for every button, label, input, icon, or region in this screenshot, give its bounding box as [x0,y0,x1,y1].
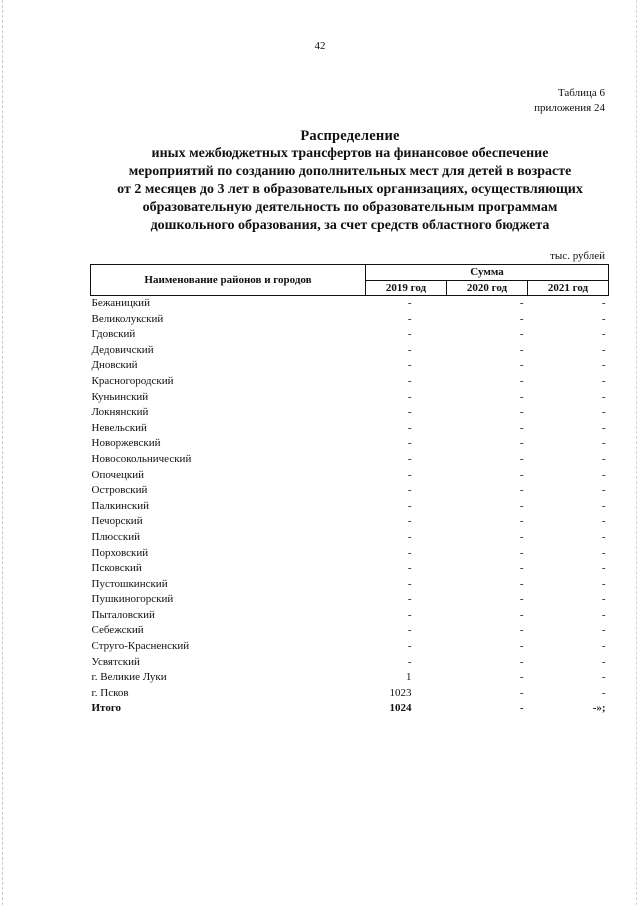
amount-2020: - [519,530,524,543]
amount-2019: - [407,499,412,512]
district-name: Дедовичский [91,343,154,356]
table-row [91,608,609,624]
district-name: г. Псков [91,686,129,699]
district-name: Псковский [91,562,142,575]
column-header-2020: 2020 год [447,280,528,296]
amount-2021: - [601,328,606,341]
district-name: Новоржевский [91,437,161,450]
amount-2019: - [407,297,412,309]
amount-2020: - [519,421,524,434]
table-row [91,327,609,343]
amount-2020: - [519,624,524,637]
amount-2020: - [519,655,524,668]
appendix-label: приложения 24 [534,102,605,114]
table-row [91,390,609,406]
district-name: Новосокольнический [91,452,192,465]
amount-2021: - [601,297,606,309]
amount-2019: - [407,359,412,372]
table-row [91,436,609,452]
amount-2019: - [407,640,412,653]
amount-2020: - [519,546,524,559]
amount-2019: 1024 [389,702,412,715]
amount-2020: - [519,437,524,450]
table-row [91,452,609,468]
amount-2019: - [407,421,412,434]
table-row [91,374,609,390]
column-header-2021: 2021 год [528,280,609,296]
amount-2019: 1023 [389,686,412,699]
amount-2019: - [407,374,412,387]
table-row [91,312,609,328]
amount-2020: - [519,577,524,590]
amount-2021: - [601,437,606,450]
amount-2021: - [601,686,606,699]
district-name: Итого [91,702,122,715]
district-name: Пустошкинский [91,577,168,590]
amount-2019: - [407,577,412,590]
amount-2020: - [519,468,524,481]
district-name: г. Великие Луки [91,671,167,684]
district-name: Пыталовский [91,608,155,621]
table-row [91,655,609,671]
amount-2019: - [407,390,412,403]
table-row [91,514,609,530]
amount-2020: - [519,343,524,356]
district-name: Локнянский [91,406,149,419]
amount-2021: - [601,655,606,668]
table-row [91,639,609,655]
amount-2019: - [407,406,412,419]
scan-edge-left [2,0,4,905]
amount-2021: - [601,390,606,403]
amount-2019: - [407,593,412,606]
district-name: Опочецкий [91,468,144,481]
district-name: Порховский [91,546,149,559]
amount-2021: - [601,562,606,575]
amount-2020: - [519,562,524,575]
amount-2020: - [519,328,524,341]
table-row [91,296,609,312]
district-name: Палкинский [91,499,150,512]
amount-2019: - [407,437,412,450]
column-header-name: Наименование районов и городов [91,265,366,296]
table-row [91,530,609,546]
district-name: Куньинский [91,390,149,403]
amount-2019: - [407,530,412,543]
amount-2019: - [407,515,412,528]
amount-2019: - [407,312,412,325]
page-number: 42 [314,40,326,52]
district-name: Невельский [91,421,147,434]
table-row [91,499,609,515]
amount-2019: - [407,624,412,637]
amount-2021: - [601,406,606,419]
amount-2019: - [407,608,412,621]
amount-2020: - [519,686,524,699]
amount-2021: - [601,468,606,481]
amount-2021: - [601,312,606,325]
amount-2020: - [519,499,524,512]
amount-2020: - [519,608,524,621]
total-row [91,701,609,717]
amount-2021: - [601,359,606,372]
amount-2020: - [519,671,524,684]
column-header-sum: Сумма [366,265,609,281]
district-name: Усвятский [91,655,140,668]
distribution-table [90,264,609,717]
amount-2020: - [519,484,524,497]
district-name: Красногородский [91,374,174,387]
document-title [70,127,630,235]
amount-2019: - [407,546,412,559]
amount-2020: - [519,515,524,528]
amount-2020: - [519,312,524,325]
amount-2020: - [519,374,524,387]
amount-2019: - [407,655,412,668]
amount-2021: - [601,671,606,684]
table-row [91,358,609,374]
table-row [91,561,609,577]
district-name: Печорский [91,515,143,528]
amount-2021: - [601,484,606,497]
amount-2020: - [519,452,524,465]
amount-2019: - [407,328,412,341]
amount-2021: - [601,640,606,653]
table-row [91,483,609,499]
amount-2019: - [407,484,412,497]
amount-2019: - [407,343,412,356]
amount-2020: - [519,359,524,372]
amount-2021: - [601,546,606,559]
amount-2021: - [601,515,606,528]
table-row [91,421,609,437]
district-name: Бежаницкий [91,297,150,309]
scan-edge-right [636,0,638,905]
amount-2019: 1 [406,671,412,684]
amount-2020: - [519,702,524,715]
amount-2021: - [601,499,606,512]
amount-2020: - [519,390,524,403]
amount-2020: - [519,640,524,653]
table-caption [534,86,605,116]
amount-2021: - [601,421,606,434]
district-name: Гдовский [91,328,136,341]
amount-2019: - [407,562,412,575]
amount-2020: - [519,406,524,419]
table-row [91,468,609,484]
table-label: Таблица 6 [557,87,605,99]
amount-2021: - [601,343,606,356]
title-heading: Распределение [300,128,400,144]
amount-2021: - [601,530,606,543]
district-name: Великолукский [91,312,164,325]
amount-2021: -»; [592,702,606,715]
table-row [91,592,609,608]
table-row [91,670,609,686]
table-row [91,405,609,421]
column-header-2019: 2019 год [366,280,447,296]
title-line: от 2 месяцев до 3 лет в образовательных организациях, осуществляющих [117,182,583,197]
table-row [91,343,609,359]
district-name: Островский [91,484,148,497]
amount-2021: - [601,374,606,387]
units-label: тыс. рублей [550,250,605,262]
amount-2021: - [601,624,606,637]
district-name: Струго-Красненский [91,640,190,653]
district-name: Плюсский [91,530,141,543]
amount-2020: - [519,593,524,606]
amount-2021: - [601,452,606,465]
title-line: дошкольного образования, за счет средств областного бюджета [150,218,550,233]
table-row [91,623,609,639]
amount-2019: - [407,452,412,465]
amount-2020: - [519,297,524,309]
amount-2021: - [601,577,606,590]
district-name: Дновский [91,359,138,372]
amount-2021: - [601,608,606,621]
table-row [91,577,609,593]
title-line: мероприятий по созданию дополнительных мест для детей в возрасте [128,164,572,179]
table-row [91,546,609,562]
district-name: Себежский [91,624,144,637]
title-line: иных межбюджетных трансфертов на финансовое обеспечение [151,146,549,161]
amount-2021: - [601,593,606,606]
table-row [91,686,609,702]
district-name: Пушкиногорский [91,593,174,606]
amount-2019: - [407,468,412,481]
title-line: образовательную деятельность по образовательным программам [142,200,558,215]
